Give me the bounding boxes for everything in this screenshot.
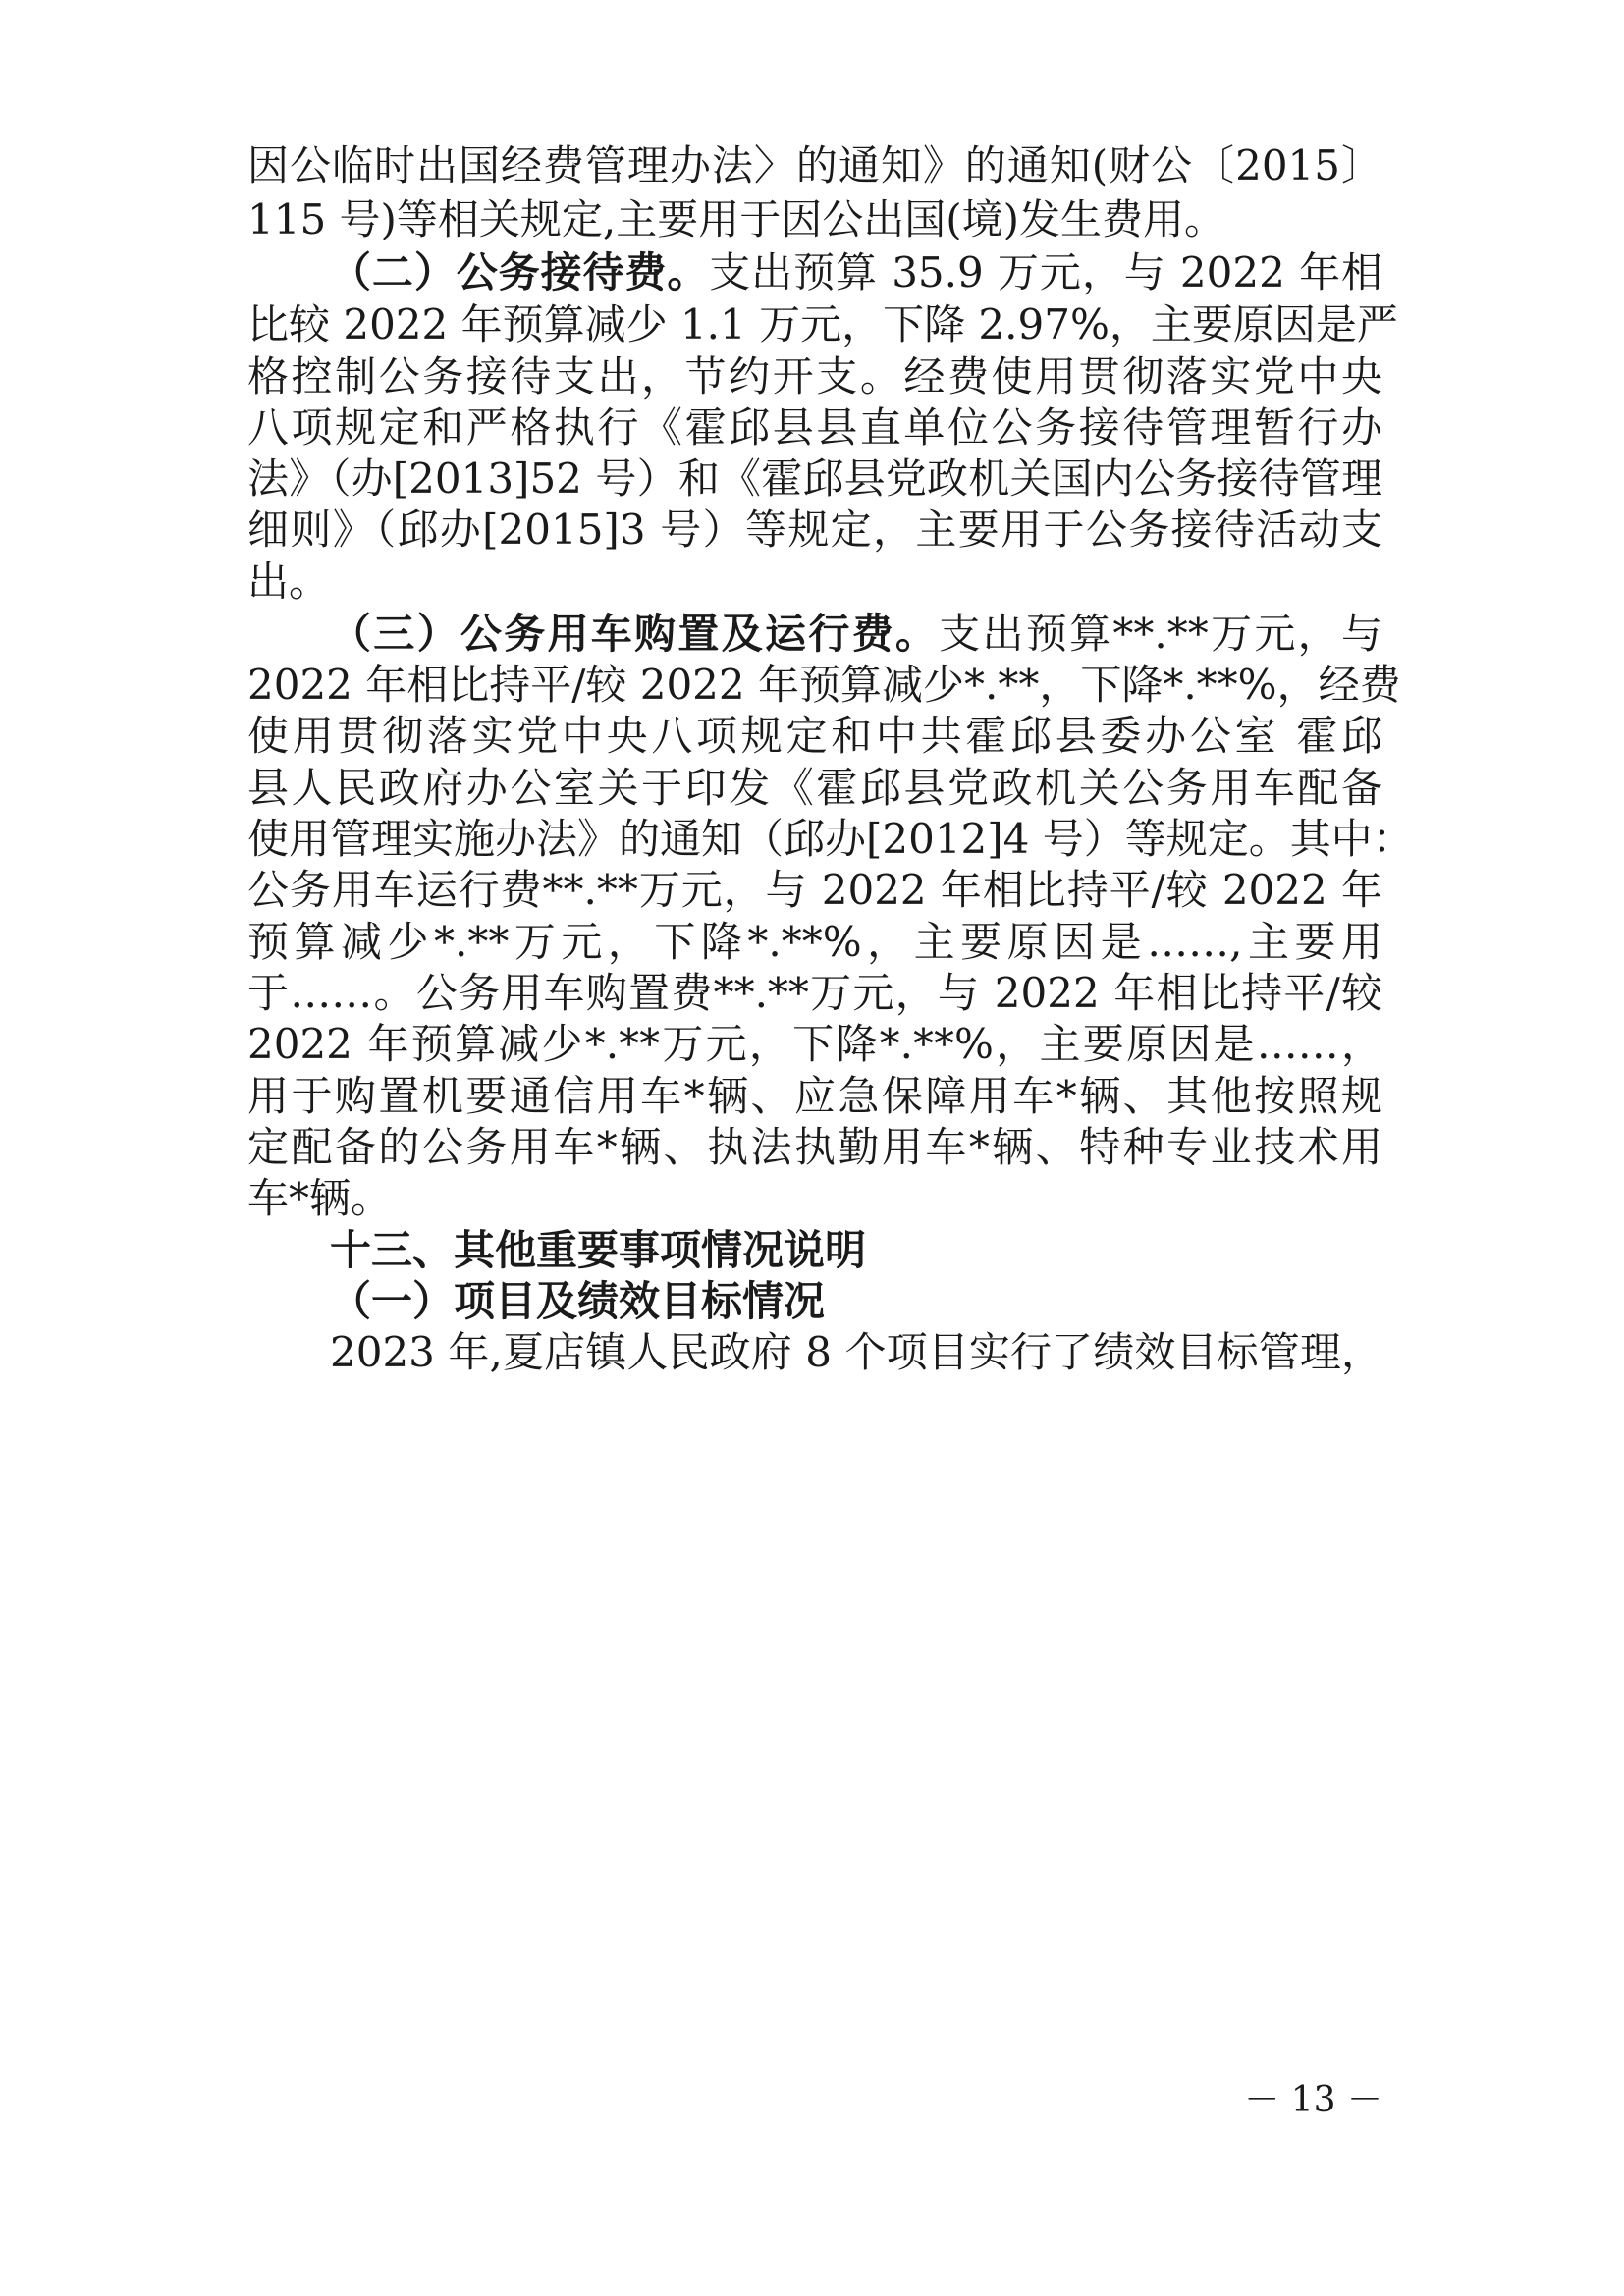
paragraph-line: 2022 年相比持平/较 2022 年预算减少*.**，下降*.**%，经费 [247,661,1401,709]
paragraph-line: 使用管理实施办法》的通知（邱办[2012]4 号）等规定。其中： [247,815,1414,863]
paragraph-line: 因公临时出国经费管理办法〉的通知》的通知(财公〔2015〕 [247,141,1382,189]
paragraph-line: 细则》（邱办[2015]3 号）等规定，主要用于公务接待活动支 [247,506,1382,554]
section-lead-vehicles: （三）公务用车购置及运行费。 [330,610,940,658]
paragraph-text: 支出预算**.**万元，与 [939,610,1382,658]
page-number: － 13 － [1244,2080,1382,2120]
paragraph-line: 比较 2022 年预算减少 1.1 万元，下降 2.97%，主要原因是严 [247,300,1398,348]
paragraph-first-line [330,245,1382,300]
paragraph-line: 出。 [247,558,331,606]
paragraph-line: 格控制公务接待支出，节约开支。经费使用贯彻落实党中央 [247,352,1382,400]
paragraph-line: 2023 年,夏店镇人民政府 8 个项目实行了绩效目标管理， [330,1328,1382,1376]
paragraph-line: 定配备的公务用车*辆、执法执勤用车*辆、特种专业技术用 [247,1123,1382,1171]
paragraph-line: 预算减少*.**万元，下降*.**%，主要原因是……,主要用 [247,918,1382,966]
section-heading: 十三、其他重要事项情况说明 [330,1226,867,1274]
paragraph-line: 法》（办[2013]52 号）和《霍邱县党政机关国内公务接待管理 [247,454,1382,503]
paragraph-line: 八项规定和严格执行《霍邱县县直单位公务接待管理暂行办 [247,403,1382,452]
paragraph-line: 用于购置机要通信用车*辆、应急保障用车*辆、其他按照规 [247,1072,1382,1120]
paragraph-line: 115 号)等相关规定,主要用于因公出国(境)发生费用。 [247,195,1226,243]
paragraph-line: 公务用车运行费**.**万元，与 2022 年相比持平/较 2022 年 [247,866,1382,914]
paragraph-first-line [330,607,1382,662]
section-lead-reception: （二）公务接待费。 [330,248,710,296]
paragraph-line: 车*辆。 [247,1174,393,1222]
paragraph-line: 县人民政府办公室关于印发《霍邱县党政机关公务用车配备 [247,764,1382,812]
paragraph-line: 2022 年预算减少*.**万元，下降*.**%，主要原因是……， [247,1020,1382,1068]
subsection-heading: （一）项目及绩效目标情况 [330,1277,826,1325]
paragraph-line: 于……。公务用车购置费**.**万元，与 2022 年相比持平/较 [247,969,1382,1017]
paragraph-line: 使用贯彻落实党中央八项规定和中共霍邱县委办公室 霍邱 [247,712,1382,760]
paragraph-text: 支出预算 35.9 万元，与 2022 年相 [709,248,1382,296]
